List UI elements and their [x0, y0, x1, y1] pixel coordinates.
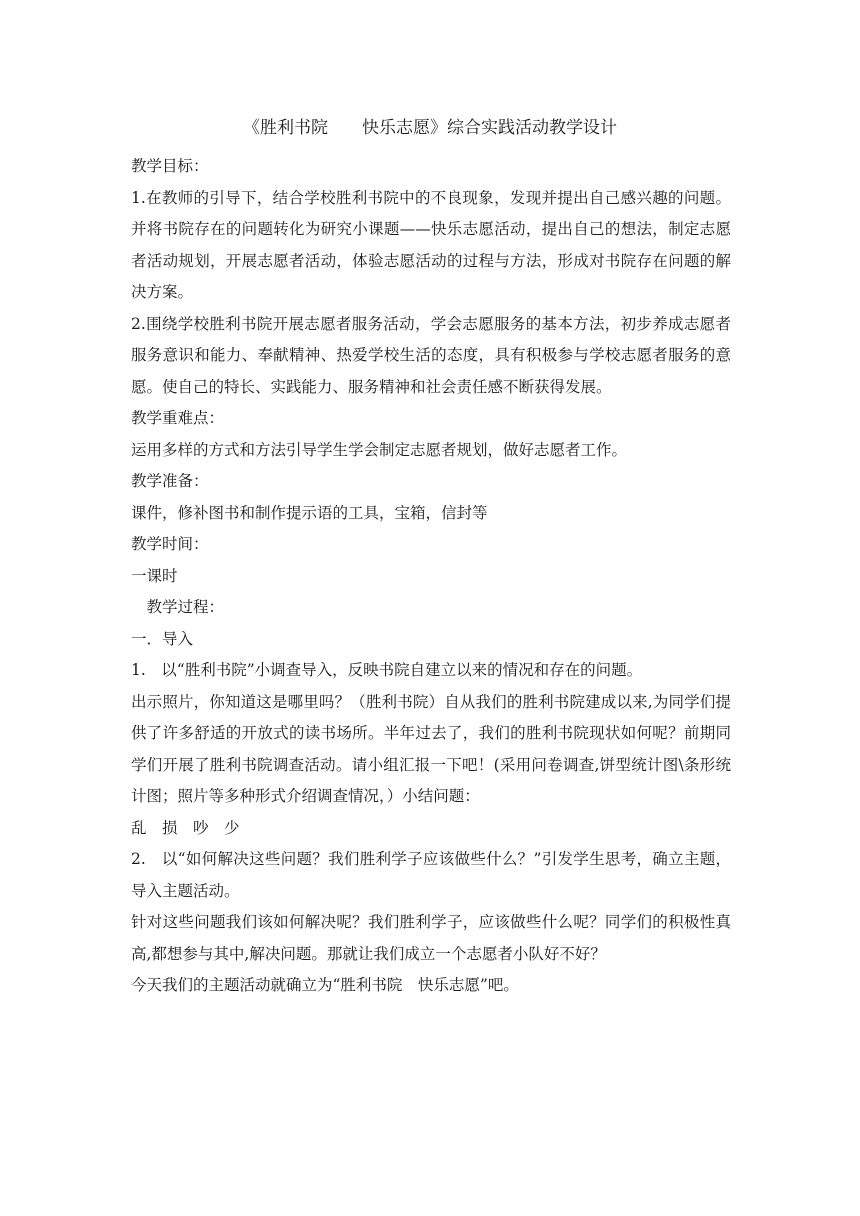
document-title: 《胜利书院 快乐志愿》综合实践活动教学设计: [243, 118, 617, 138]
goal-paragraph-2: 2.围绕学校胜利书院开展志愿者服务活动，学会志愿服务的基本方法，初步养成志愿者服务意识和能力、奉献精神、热爱学校生活的态度，具有积极参与学校志愿者服务的意愿。使自己的特长、实践能力、服务精神和社会责任感不断获得发展。: [131, 314, 731, 396]
preparation-text: 课件，修补图书和制作提示语的工具，宝箱，信封等: [131, 503, 488, 522]
heading-teaching-process: 教学过程：: [131, 598, 225, 616]
goal-paragraph-1: 1.在教师的引导下，结合学校胜利书院中的不良现象，发现并提出自己感兴趣的问题。并将书院存在的问题转化为研究小课题——快乐志愿活动，提出自己的想法，制定志愿者活动规划，开展志愿者活动，体验志愿活动的过程与方法，形成对书院存在问题的解决方案。: [131, 188, 731, 301]
problem-summary: 乱 损 吵 少: [131, 818, 240, 837]
intro-step-1: 1. 以“胜利书院”小调查导入，反映书院自建立以来的情况和存在的问题。: [131, 661, 643, 679]
intro-step-1-detail: 出示照片，你知道这是哪里吗？（胜利书院）自从我们的胜利书院建成以来,为同学们提供了许多舒适的开放式的读书场所。半年过去了，我们的胜利书院现状如何呢？前期同学们开展了胜利书院调查活动。请小组汇报一下吧！(采用问卷调查,饼型统计图\条形统计图；照片等多种形式介绍调查情况，）小结问题：: [131, 692, 731, 805]
key-difficulties-text: 运用多样的方式和方法引导学生学会制定志愿者规划，做好志愿者工作。: [131, 440, 628, 459]
document-body: [131, 151, 731, 1002]
theme-statement: 今天我们的主题活动就确立为“胜利书院 快乐志愿”吧。: [131, 976, 519, 994]
intro-step-2: 2. 以“如何解决这些问题？我们胜利学子应该做些什么？”引发学生思考，确立主题，导入主题活动。: [131, 850, 731, 900]
heading-key-difficulties: 教学重难点：: [131, 409, 225, 427]
section-intro-heading: 一．导入: [131, 629, 194, 648]
teaching-time-text: 一课时: [131, 566, 178, 585]
intro-step-2-detail: 针对这些问题我们该如何解决呢？我们胜利学子，应该做些什么呢？同学们的积极性真高,都想参与其中,解决问题。那就让我们成立一个志愿者小队好不好？: [131, 913, 731, 963]
heading-teaching-time: 教学时间：: [131, 535, 209, 553]
heading-preparation: 教学准备：: [131, 472, 209, 490]
heading-teaching-goals: 教学目标：: [131, 157, 209, 175]
